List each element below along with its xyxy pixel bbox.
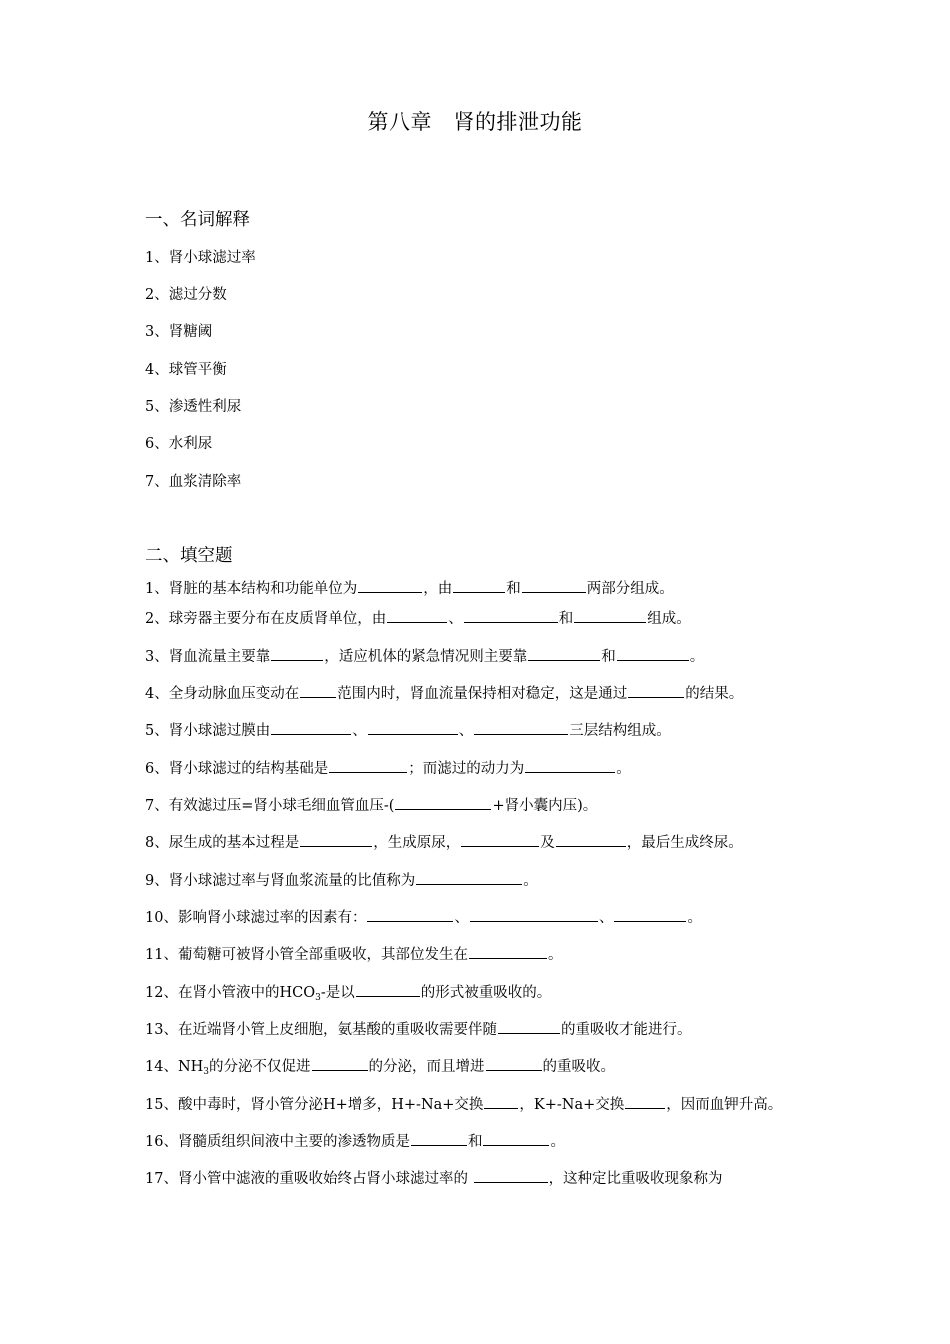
question-text: ；而滤过的动力为 <box>408 761 525 777</box>
answer-blank[interactable] <box>625 1093 665 1109</box>
subscript: 3 <box>315 993 321 1003</box>
answer-blank[interactable] <box>469 943 547 959</box>
answer-blank[interactable] <box>528 645 600 661</box>
question-6 <box>145 757 631 778</box>
answer-blank[interactable] <box>358 577 422 593</box>
answer-blank[interactable] <box>453 577 505 593</box>
question-text: 、 <box>458 723 474 739</box>
answer-blank[interactable] <box>395 794 491 810</box>
question-text: 组成。 <box>647 611 691 627</box>
question-text: 和 <box>506 581 521 597</box>
question-7 <box>145 794 597 815</box>
question-text: 、 <box>454 910 469 926</box>
question-text: 的分泌不仅促进 <box>209 1059 311 1075</box>
question-text: 的重吸收。 <box>542 1059 616 1075</box>
subscript: 3 <box>203 1067 210 1077</box>
question-text: 2、球旁器主要分布在皮质肾单位，由 <box>145 611 387 627</box>
question-text: 10、影响肾小球滤过率的因素有： <box>145 910 367 926</box>
definition-item: 1、肾小球滤过率 <box>145 250 256 266</box>
answer-blank[interactable] <box>411 1130 467 1146</box>
question-text: ，生成原尿， <box>373 835 461 851</box>
answer-blank[interactable] <box>312 1055 368 1071</box>
section-heading-fill-blank: 二、填空题 <box>145 546 233 566</box>
answer-blank[interactable] <box>486 1055 542 1071</box>
question-text: 的形式被重吸收的。 <box>420 985 552 1001</box>
question-text: 11、葡萄糖可被肾小管全部重吸收，其部位发生在 <box>145 947 468 963</box>
question-text: 1、肾脏的基本结构和功能单位为 <box>145 581 358 597</box>
question-17 <box>145 1167 723 1188</box>
question-text: 和 <box>601 649 616 665</box>
answer-blank[interactable] <box>556 831 626 847</box>
question-text: 、 <box>598 910 614 926</box>
question-text: 及 <box>540 835 555 851</box>
question-text: 4、全身动脉血压变动在 <box>145 686 300 702</box>
question-text: 16、肾髓质组织间液中主要的渗透物质是 <box>145 1134 410 1150</box>
answer-blank[interactable] <box>368 719 458 735</box>
definition-item: 5、渗透性利尿 <box>145 399 242 415</box>
question-text: 6、肾小球滤过的结构基础是 <box>145 761 329 777</box>
answer-blank[interactable] <box>271 719 351 735</box>
question-10 <box>145 906 702 927</box>
definition-item: 7、血浆清除率 <box>145 474 242 490</box>
question-text: 。 <box>616 761 631 777</box>
answer-blank[interactable] <box>329 757 407 773</box>
definition-item: 2、滤过分数 <box>145 287 227 303</box>
answer-blank[interactable] <box>498 1018 560 1034</box>
question-text: ，这种定比重吸收现象称为 <box>548 1171 723 1187</box>
answer-blank[interactable] <box>474 1167 548 1183</box>
definition-item: 6、水利尿 <box>145 436 213 452</box>
question-text: 。 <box>523 873 538 889</box>
question-text: 。 <box>687 910 702 926</box>
answer-blank[interactable] <box>614 906 686 922</box>
answer-blank[interactable] <box>271 645 323 661</box>
answer-blank[interactable] <box>470 906 598 922</box>
answer-blank[interactable] <box>522 577 586 593</box>
question-text: 7、有效滤过压=肾小球毛细血管血压-( <box>145 798 395 814</box>
answer-blank[interactable] <box>300 682 336 698</box>
question-2 <box>145 607 691 628</box>
answer-blank[interactable] <box>484 1093 518 1109</box>
answer-blank[interactable] <box>464 607 558 623</box>
question-15 <box>145 1093 782 1114</box>
question-13 <box>145 1018 691 1039</box>
question-text: 15、酸中毒时，肾小管分泌H+增多，H+-Na+交换 <box>145 1097 484 1113</box>
question-11 <box>145 943 562 964</box>
question-text: ，K+-Na+交换 <box>519 1097 625 1113</box>
answer-blank[interactable] <box>416 869 522 885</box>
question-text: 8、尿生成的基本过程是 <box>145 835 300 851</box>
answer-blank[interactable] <box>356 981 420 997</box>
question-text: 14、NH <box>145 1059 204 1075</box>
answer-blank[interactable] <box>461 831 539 847</box>
question-1 <box>145 577 674 598</box>
page-title: 第八章 肾的排泄功能 <box>367 110 583 134</box>
question-text: 三层结构组成。 <box>569 723 671 739</box>
question-text: +肾小囊内压)。 <box>492 798 598 814</box>
question-9 <box>145 869 538 890</box>
question-text: 。 <box>689 649 705 665</box>
question-14 <box>145 1055 615 1077</box>
question-text: 9、肾小球滤过率与肾血浆流量的比值称为 <box>145 873 416 889</box>
question-text: 范围内时，肾血流量保持相对稳定，这是通过 <box>337 686 628 702</box>
question-8 <box>145 831 743 852</box>
question-text: ，由 <box>423 581 453 597</box>
answer-blank[interactable] <box>574 607 646 623</box>
question-text: ，最后生成终尿。 <box>626 835 743 851</box>
question-text: 12、在肾小管液中的HCO <box>145 985 316 1001</box>
question-5 <box>145 719 671 740</box>
question-12 <box>145 981 551 1003</box>
question-text: 的结果。 <box>685 686 744 702</box>
question-3 <box>145 645 704 666</box>
question-text: 、 <box>352 723 367 739</box>
section-heading-definitions: 一、名词解释 <box>145 210 250 230</box>
definition-item: 3、肾糖阈 <box>145 324 213 340</box>
answer-blank[interactable] <box>367 906 453 922</box>
question-text: 和 <box>467 1134 483 1150</box>
question-text: 和 <box>558 611 574 627</box>
answer-blank[interactable] <box>474 719 568 735</box>
question-text: 3、肾血流量主要靠 <box>145 649 271 665</box>
question-text: 。 <box>550 1134 565 1150</box>
answer-blank[interactable] <box>617 645 689 661</box>
question-text: ，因而血钾升高。 <box>666 1097 783 1113</box>
answer-blank[interactable] <box>387 607 447 623</box>
question-4 <box>145 682 743 703</box>
answer-blank[interactable] <box>628 682 684 698</box>
question-text: 、 <box>448 611 463 627</box>
definition-item: 4、球管平衡 <box>145 362 227 378</box>
question-text: 17、肾小管中滤液的重吸收始终占肾小球滤过率的 <box>145 1171 473 1187</box>
question-text: 两部分组成。 <box>586 581 674 597</box>
question-text: 13、在近端肾小管上皮细胞，氨基酸的重吸收需要伴随 <box>145 1022 497 1038</box>
question-text: -是以 <box>320 985 355 1001</box>
question-16 <box>145 1130 565 1151</box>
answer-blank[interactable] <box>300 831 372 847</box>
question-text: ，适应机体的紧急情况则主要靠 <box>324 649 528 665</box>
question-text: 的重吸收才能进行。 <box>560 1022 692 1038</box>
answer-blank[interactable] <box>525 757 615 773</box>
question-text: 5、肾小球滤过膜由 <box>145 723 271 739</box>
question-text: 。 <box>547 947 563 963</box>
answer-blank[interactable] <box>483 1130 549 1146</box>
question-text: 的分泌，而且增进 <box>368 1059 485 1075</box>
